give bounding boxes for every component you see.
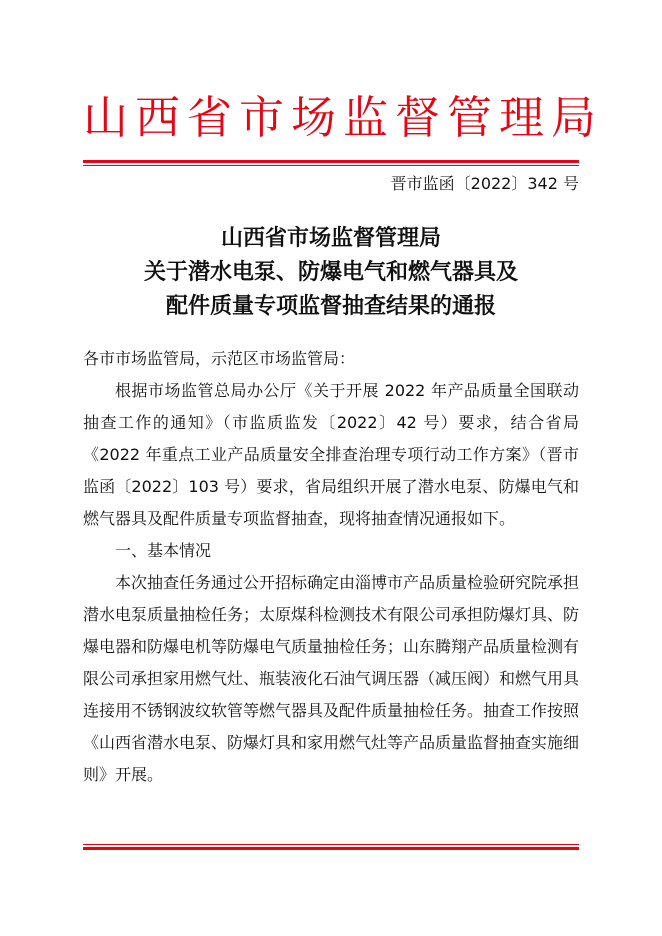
masthead-title: 山西省市场监督管理局 <box>83 91 604 144</box>
document-title <box>83 222 579 324</box>
document-body <box>83 343 579 791</box>
salutation: 各市市场监管局，示范区市场监管局： <box>83 349 356 368</box>
paragraph-intro: 根据市场监管总局办公厅《关于开展 2022 年产品质量全国联动抽查工作的通知》（市监质监发〔2022〕42 号）要求，结合省局《2022 年重点工业产品质量安全排查治理专项行动工作方案》（晋市监函〔2022〕103 号）要求，省局组织开展了潜水电泵、防爆电气和燃气器具及配件质量专项监督抽查，现将抽查情况通报如下。 <box>83 381 579 528</box>
section-heading-basic-info: 一、基本情况 <box>115 541 212 560</box>
header-red-rule <box>83 160 579 163</box>
title-line-1: 山西省市场监督管理局 <box>220 226 441 251</box>
title-line-3: 配件质量专项监督抽查结果的通报 <box>165 294 496 319</box>
title-line-2: 关于潜水电泵、防爆电气和燃气器具及 <box>143 260 518 285</box>
header-red-rule-thin <box>83 165 579 166</box>
document-number: 晋市监函〔2022〕342 号 <box>390 174 579 193</box>
paragraph-basic-info: 本次抽查任务通过公开招标确定由淄博市产品质量检验研究院承担潜水电泵质量抽检任务；太原煤科检测技术有限公司承担防爆灯具、防爆电器和防爆电机等防爆电气质量抽检任务；山东腾翔产品质量检测有限公司承担家用燃气灶、瓶装液化石油气调压器（减压阀）和燃气用具连接用不锈钢波纹软管等燃气器具及配件质量抽检任务。抽查工作按照《山西省潜水电泵、防爆灯具和家用燃气灶等产品质量监督抽查实施细则》开展。 <box>83 573 580 784</box>
footer-red-rule-thin <box>83 844 579 845</box>
footer-red-rule <box>83 847 579 850</box>
